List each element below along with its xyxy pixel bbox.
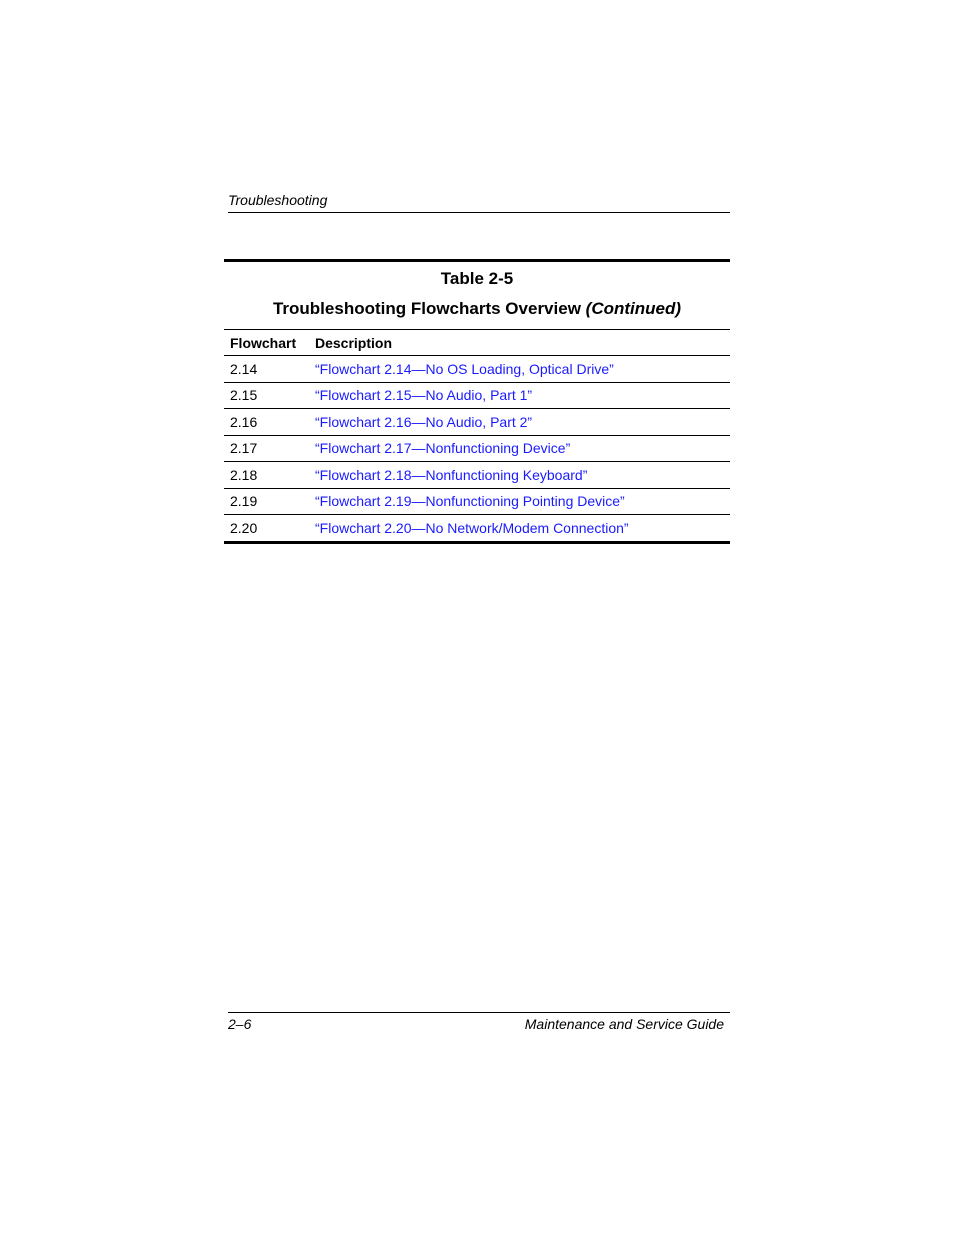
flowchart-number: 2.18: [230, 466, 258, 483]
flowchart-number: 2.14: [230, 360, 258, 377]
running-header: [228, 191, 730, 213]
table-row: [224, 462, 730, 489]
flowchart-link[interactable]: “Flowchart 2.18—Nonfunctioning Keyboard”: [315, 466, 588, 483]
guide-title: Maintenance and Service Guide: [524, 1016, 724, 1032]
flowchart-link[interactable]: “Flowchart 2.16—No Audio, Part 2”: [315, 413, 533, 430]
table-row: [224, 488, 730, 515]
flowchart-number: 2.16: [230, 413, 258, 430]
flowchart-table-block: [224, 259, 730, 544]
table-number: Table 2-5: [440, 269, 514, 288]
running-footer: [228, 1012, 730, 1032]
flowchart-table: [224, 329, 730, 541]
flowchart-link[interactable]: “Flowchart 2.15—No Audio, Part 1”: [315, 387, 533, 404]
table-title-text: Troubleshooting Flowcharts Overview: [272, 299, 581, 318]
page-number: 2–6: [228, 1016, 252, 1032]
column-header-description: Description: [315, 334, 393, 351]
flowchart-number: 2.15: [230, 387, 258, 404]
table-header-row: [224, 330, 730, 356]
column-header-flowchart: Flowchart: [230, 334, 297, 351]
table-row: [224, 435, 730, 462]
section-title: Troubleshooting: [228, 192, 328, 208]
table-title-continued: (Continued): [585, 299, 682, 318]
table-row: [224, 409, 730, 436]
flowchart-link[interactable]: “Flowchart 2.20—No Network/Modem Connection”: [315, 519, 629, 536]
table-row: [224, 515, 730, 541]
flowchart-link[interactable]: “Flowchart 2.17—Nonfunctioning Device”: [315, 440, 571, 457]
flowchart-link[interactable]: “Flowchart 2.19—Nonfunctioning Pointing Device”: [315, 493, 625, 510]
flowchart-link[interactable]: “Flowchart 2.14—No OS Loading, Optical Drive”: [315, 360, 614, 377]
table-row: [224, 382, 730, 409]
flowchart-number: 2.19: [230, 493, 258, 510]
table-title: [224, 299, 730, 319]
flowchart-number: 2.20: [230, 519, 258, 536]
flowchart-number: 2.17: [230, 440, 258, 457]
table-row: [224, 356, 730, 383]
